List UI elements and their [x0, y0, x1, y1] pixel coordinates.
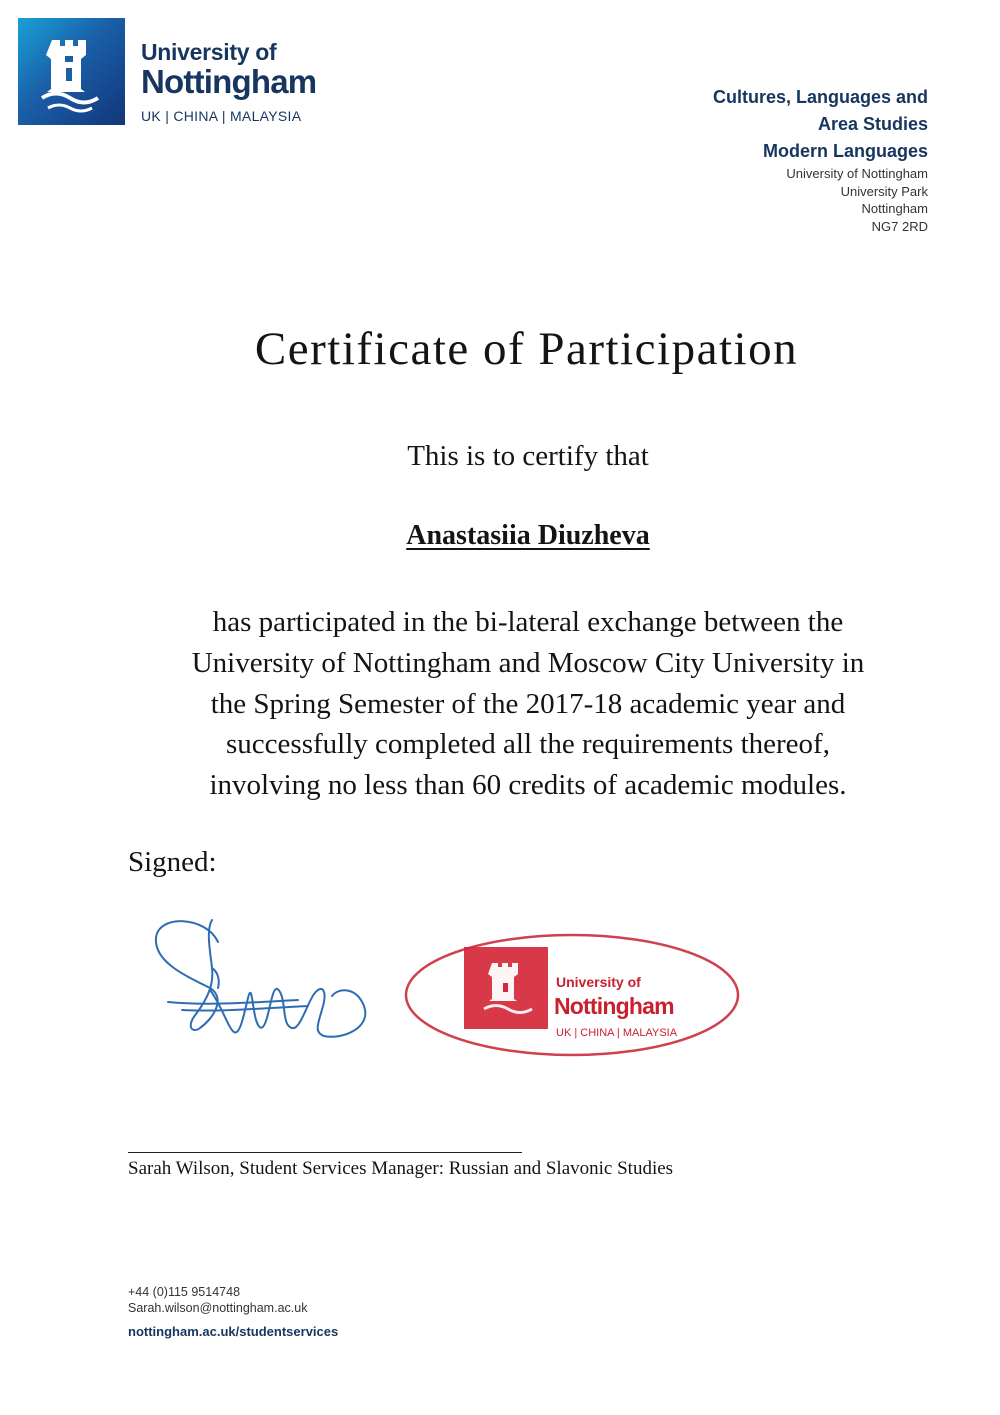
address-line: NG7 2RD [871, 218, 928, 234]
certify-intro: This is to certify that [407, 440, 649, 472]
body-line: successfully completed all the requirements thereof, [226, 728, 830, 761]
signer-name-title: Sarah Wilson, Student Services Manager: Russian and Slavonic Studies [128, 1158, 674, 1179]
address-line: Nottingham [861, 201, 928, 216]
department-line: Cultures, Languages and [712, 87, 928, 107]
university-stamp [400, 925, 746, 1065]
university-logo-icon [18, 18, 125, 125]
department-line: Modern Languages [762, 141, 928, 161]
handwritten-signature [148, 910, 378, 1050]
certificate-body [100, 602, 956, 806]
university-name-line2: Nottingham [141, 63, 317, 100]
certificate-title: Certificate of Participation [254, 323, 799, 375]
body-line: involving no less than 60 credits of academic modules. [209, 769, 847, 802]
body-line: University of Nottingham and Moscow City University in [191, 646, 865, 679]
department-address-block [713, 84, 928, 235]
body-line: the Spring Semester of the 2017-18 academic year and [210, 687, 846, 720]
signature-line [128, 1152, 522, 1153]
contact-phone: +44 (0)115 9514748 [128, 1285, 241, 1299]
contact-footer [128, 1285, 338, 1340]
recipient-name: Anastasiia Diuzheva [406, 520, 650, 551]
stamp-text-line1: University of [556, 974, 641, 990]
contact-email[interactable]: Sarah.wilson@nottingham.ac.uk [128, 1300, 308, 1315]
university-name-line1: University of [141, 39, 277, 65]
department-line: Area Studies [817, 114, 928, 134]
stamp-text-line3: UK | CHINA | MALAYSIA [556, 1027, 678, 1039]
university-wordmark [141, 40, 316, 124]
castle-tower-icon [18, 18, 125, 125]
address-line: University Park [840, 183, 928, 199]
stamp-text-line2: Nottingham [554, 993, 674, 1019]
campus-list: UK | CHINA | MALAYSIA [141, 108, 302, 124]
signed-label: Signed: [128, 846, 217, 878]
address-line: University of Nottingham [786, 166, 928, 181]
contact-website-link[interactable]: nottingham.ac.uk/studentservices [128, 1324, 339, 1339]
body-line: has participated in the bi-lateral exchange between the [212, 606, 844, 638]
